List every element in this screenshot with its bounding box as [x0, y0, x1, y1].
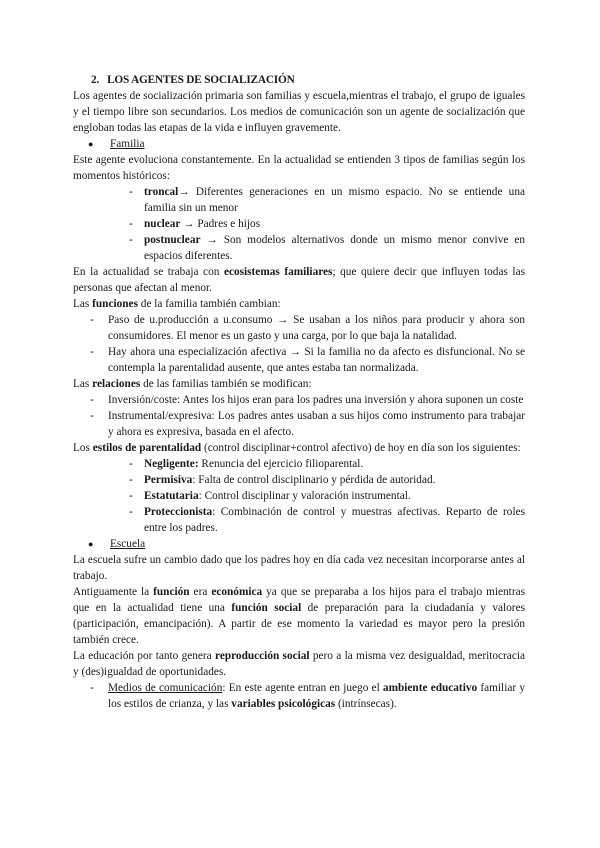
medios-item: - Medios de comunicación: En este agente entran en juego el ambiente educativo familiar y los estilos de crianza, y las variables psicológicas (intrínsecas).	[90, 682, 525, 710]
familia-paragraph-1: Este agente evoluciona constantemente. En la actualidad se entienden 3 tipos de familias según los momentos históricos:	[73, 154, 525, 182]
tipo-item: - nuclear → Padres e hijos	[129, 218, 261, 230]
estilo-item: - Permisiva: Falta de control disciplinario y pérdida de autoridad.	[129, 474, 436, 486]
section-title: LOS AGENTES DE SOCIALIZACIÓN	[107, 74, 295, 86]
estilo-item: - Estatutaria: Control disciplinar y valoración instrumental.	[129, 490, 411, 502]
escuela-paragraph-2: Antiguamente la función era económica ya que se preparaba a los hijos para el trabajo mientras que en la actualidad tiene una función social de preparación para la ciudadanía y valores (participación, emancipación). A partir de ese momento la variedad es mayor pero la presión también crece.	[73, 586, 525, 646]
estilo-item: - Proteccionista: Combinación de control y muestras afectivas. Reparto de roles entre los padres.	[129, 506, 525, 534]
funciones-paragraph: Las funciones de la familia también cambian:	[73, 298, 281, 310]
bullet-familia	[88, 136, 525, 152]
bullet-label-familia: Familia	[110, 138, 145, 150]
relacion-item: - Instrumental/expresiva: Los padres antes usaban a sus hijos como instrumento para trabajar y ahora es expresiva, basada en el afecto.	[90, 410, 525, 438]
bullet-dot: ●	[88, 539, 94, 549]
ecosistemas-paragraph: En la actualidad se trabaja con ecosistemas familiares; que quiere decir que influyen todas las personas que afectan al menor.	[73, 266, 525, 294]
funcion-item: - Hay ahora una especialización afectiva → Si la familia no da afecto es disfuncional. No se contempla la parentalidad ausente, que antes estaba tan normalizada.	[90, 346, 525, 374]
estilo-item: - Negligente: Renuncia del ejercicio filioparental.	[129, 458, 364, 470]
bullet-escuela	[88, 536, 525, 552]
relaciones-paragraph: Las relaciones de las familias también se modifican:	[73, 378, 312, 390]
relacion-item: - Inversión/coste: Antes los hijos eran para los padres una inversión y ahora suponen un coste	[90, 394, 524, 406]
escuela-paragraph-3: La educación por tanto genera reproducción social pero a la misma vez desigualdad, meritocracia y (des)igualdad de oportunidades.	[73, 650, 525, 678]
section-number: 2.	[91, 74, 100, 86]
tipo-item: - postnuclear → Son modelos alternativos donde un mismo menor convive en espacios diferentes.	[129, 234, 525, 262]
document-page	[73, 72, 525, 712]
intro-paragraph: Los agentes de socialización primaria son familias y escuela,mientras el trabajo, el grupo de iguales y el tiempo libre son secundarios. Los medios de comunicación son un agente de socialización que engloban todas las etapas de la vida e influyen gravemente.	[73, 90, 525, 134]
funcion-item: - Paso de u.producción a u.consumo → Se usaban a los niños para producir y ahora son consumidores. El menor es un gasto y una carga, por lo que baja la natalidad.	[90, 314, 525, 342]
bullet-label-escuela: Escuela	[110, 538, 146, 550]
bullet-dot: ●	[88, 139, 94, 149]
tipo-item: - troncal→ Diferentes generaciones en un mismo espacio. No se entiende una familia sin un menor	[129, 186, 525, 214]
escuela-paragraph-1: La escuela sufre un cambio dado que los padres hoy en día cada vez necesitan incorporarse antes al trabajo.	[73, 554, 525, 582]
estilos-paragraph: Los estilos de parentalidad (control disciplinar+control afectivo) de hoy en día son los siguientes:	[73, 442, 521, 454]
section-heading	[91, 72, 525, 88]
